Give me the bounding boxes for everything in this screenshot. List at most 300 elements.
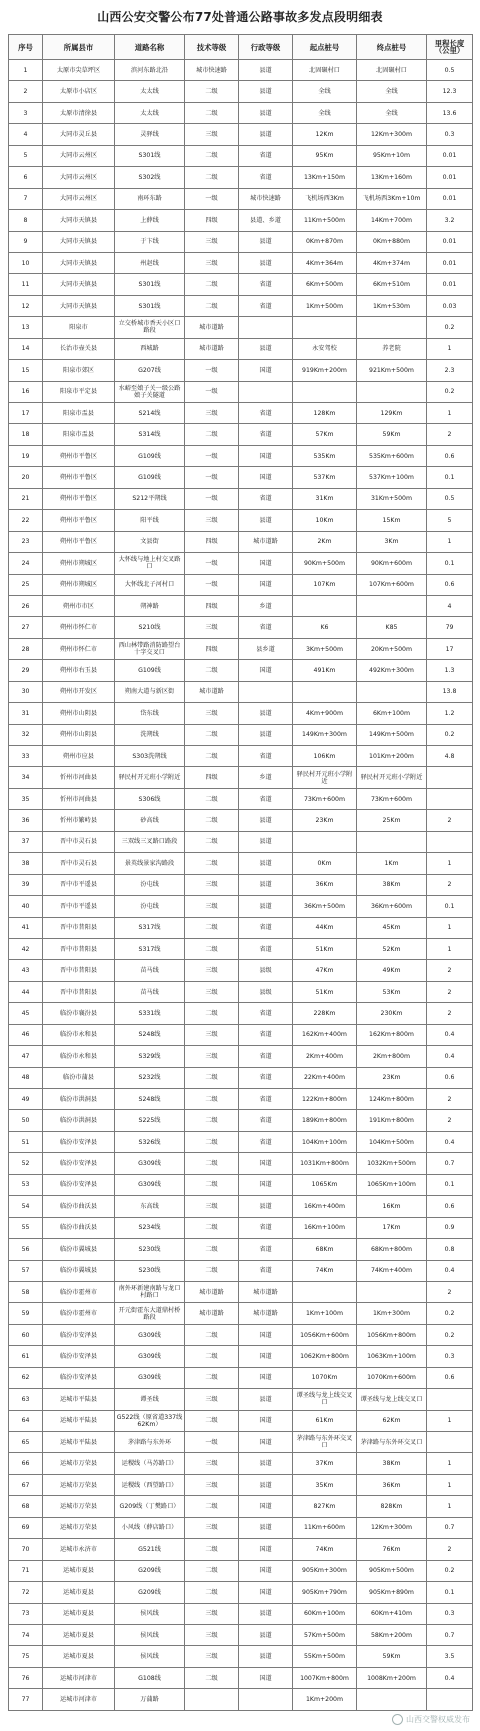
cell-road-name: 运稷线（西望路口）: [115, 1474, 185, 1495]
cell-county: 晋中市昔阳县: [43, 917, 115, 938]
table-row: [9, 1217, 473, 1238]
cell-index: 54: [9, 1196, 43, 1217]
cell-index: 4: [9, 124, 43, 145]
cell-length: 4.8: [427, 746, 473, 767]
cell-road-name: S302线: [115, 167, 185, 188]
cell-road-name: 景英线景家沟路段: [115, 853, 185, 874]
cell-index: 73: [9, 1603, 43, 1624]
cell-admin-grade: [239, 681, 293, 702]
cell-road-name: S230线: [115, 1239, 185, 1260]
table-row: [9, 1496, 473, 1517]
table-row: [9, 467, 473, 488]
cell-tech-grade: 二级: [185, 1260, 239, 1281]
cell-start-stake: 23Km: [293, 810, 357, 831]
table-row: [9, 1003, 473, 1024]
cell-index: 37: [9, 831, 43, 852]
cell-admin-grade: 县道: [239, 1474, 293, 1495]
cell-end-stake: 95Km+10m: [357, 145, 427, 166]
table-row: [9, 360, 473, 381]
cell-admin-grade: 省道: [239, 488, 293, 509]
cell-end-stake: 537Km+100m: [357, 467, 427, 488]
cell-start-stake: 全线: [293, 102, 357, 123]
table-row: [9, 810, 473, 831]
cell-start-stake: 1Km+100m: [293, 1303, 357, 1324]
cell-road-name: 朔南大道与新区街: [115, 681, 185, 702]
cell-start-stake: 905Km+790m: [293, 1582, 357, 1603]
cell-admin-grade: 国道: [239, 1346, 293, 1367]
cell-index: 2: [9, 81, 43, 102]
table-row: [9, 1153, 473, 1174]
table-row: [9, 1603, 473, 1624]
cell-index: 11: [9, 274, 43, 295]
cell-length: 0.6: [427, 445, 473, 466]
cell-start-stake: 1Km+200m: [293, 1689, 357, 1710]
cell-start-stake: 1070Km: [293, 1367, 357, 1388]
cell-admin-grade: 城市道路: [239, 1281, 293, 1302]
cell-admin-grade: 省道: [239, 1089, 293, 1110]
cell-road-name: 苗马线: [115, 960, 185, 981]
cell-county: 朔州市平鲁区: [43, 445, 115, 466]
cell-start-stake: K6: [293, 617, 357, 638]
cell-admin-grade: 县道: [239, 252, 293, 273]
cell-index: 8: [9, 210, 43, 231]
cell-admin-grade: 国道: [239, 1560, 293, 1581]
cell-length: 79: [427, 617, 473, 638]
cell-end-stake: 20Km+500m: [357, 638, 427, 659]
cell-county: 临汾市安泽县: [43, 1346, 115, 1367]
cell-tech-grade: 一级: [185, 467, 239, 488]
cell-start-stake: [293, 831, 357, 852]
cell-length: 0.01: [427, 145, 473, 166]
cell-start-stake: 122Km+800m: [293, 1089, 357, 1110]
cell-index: 31: [9, 703, 43, 724]
table-row: [9, 1474, 473, 1495]
cell-tech-grade: 一级: [185, 381, 239, 402]
cell-county: 临汾市襄汾县: [43, 1003, 115, 1024]
cell-length: 0.9: [427, 1217, 473, 1238]
cell-length: [427, 767, 473, 788]
cell-tech-grade: 三级: [185, 403, 239, 424]
cell-county: 朔州市开发区: [43, 681, 115, 702]
cell-index: 61: [9, 1346, 43, 1367]
table-row: [9, 381, 473, 402]
cell-start-stake: 1007Km+800m: [293, 1667, 357, 1688]
cell-tech-grade: 二级: [185, 1089, 239, 1110]
cell-tech-grade: 二级: [185, 1003, 239, 1024]
cell-start-stake: 74Km: [293, 1260, 357, 1281]
table-row: [9, 681, 473, 702]
cell-end-stake: 3Km: [357, 531, 427, 552]
cell-county: 大同市云州区: [43, 145, 115, 166]
cell-road-name: G109线: [115, 445, 185, 466]
cell-road-name: 岱东线: [115, 703, 185, 724]
cell-county: 临汾市安泽县: [43, 1367, 115, 1388]
table-row: [9, 124, 473, 145]
cell-admin-grade: 县乡道: [239, 638, 293, 659]
cell-end-stake: [357, 595, 427, 616]
cell-start-stake: 3Km+500m: [293, 638, 357, 659]
cell-county: 大同市天镇县: [43, 210, 115, 231]
cell-tech-grade: 三级: [185, 896, 239, 917]
cell-end-stake: 全线: [357, 81, 427, 102]
cell-road-name: G521线: [115, 1539, 185, 1560]
cell-end-stake: 12Km+300m: [357, 1517, 427, 1538]
cell-road-name: S232线: [115, 1067, 185, 1088]
cell-length: 2: [427, 1003, 473, 1024]
cell-index: 58: [9, 1281, 43, 1302]
cell-start-stake: 6Km+500m: [293, 274, 357, 295]
cell-county: 临汾市翼城县: [43, 1260, 115, 1281]
page-title: 山西公安交警公布77处普通公路事故多发点段明细表: [97, 10, 383, 24]
table-row: [9, 210, 473, 231]
cell-admin-grade: 县道: [239, 1603, 293, 1624]
cell-county: 运城市平陆县: [43, 1389, 115, 1410]
cell-admin-grade: 省道: [239, 1046, 293, 1067]
cell-end-stake: 828Km: [357, 1496, 427, 1517]
header-cell-end-stake: 终点桩号: [357, 35, 427, 60]
cell-admin-grade: 国道: [239, 467, 293, 488]
cell-start-stake: 90Km+500m: [293, 553, 357, 574]
table-row: [9, 1689, 473, 1710]
table-row: [9, 638, 473, 659]
cell-index: 53: [9, 1174, 43, 1195]
cell-end-stake: 68Km+800m: [357, 1239, 427, 1260]
cell-admin-grade: 国道: [239, 1582, 293, 1603]
cell-road-name: S212平朔线: [115, 488, 185, 509]
cell-start-stake: 57Km+500m: [293, 1624, 357, 1645]
cell-start-stake: 36Km+500m: [293, 896, 357, 917]
cell-length: 2: [427, 1110, 473, 1131]
cell-length: 0.1: [427, 553, 473, 574]
table-row: [9, 1667, 473, 1688]
cell-road-name: 南环东路: [115, 188, 185, 209]
wechat-logo-icon: [392, 1714, 403, 1725]
cell-tech-grade: 二级: [185, 724, 239, 745]
cell-road-name: 洗朔线: [115, 724, 185, 745]
cell-end-stake: 13Km+160m: [357, 167, 427, 188]
cell-county: 朔州市朔城区: [43, 574, 115, 595]
cell-road-name: 立交桥城市香天小区口路段: [115, 317, 185, 338]
header-cell-tech-grade: 技术等级: [185, 35, 239, 60]
cell-end-stake: [357, 831, 427, 852]
cell-length: 0.01: [427, 231, 473, 252]
cell-admin-grade: 县道: [239, 510, 293, 531]
cell-length: 0.3: [427, 1603, 473, 1624]
table-row: [9, 1196, 473, 1217]
cell-county: 晋中市平遥县: [43, 874, 115, 895]
cell-tech-grade: 一级: [185, 445, 239, 466]
cell-road-name: 州赵线: [115, 252, 185, 273]
cell-length: 0.2: [427, 724, 473, 745]
cell-county: 临汾市安泽县: [43, 1324, 115, 1345]
cell-end-stake: 73Km+600m: [357, 788, 427, 809]
cell-index: 68: [9, 1496, 43, 1517]
cell-admin-grade: 国道: [239, 1367, 293, 1388]
cell-start-stake: 13Km+150m: [293, 167, 357, 188]
cell-admin-grade: [239, 381, 293, 402]
cell-index: 24: [9, 553, 43, 574]
cell-end-stake: 535Km+600m: [357, 445, 427, 466]
cell-start-stake: 537Km: [293, 467, 357, 488]
cell-start-stake: 73Km+600m: [293, 788, 357, 809]
cell-road-name: 苗马线: [115, 981, 185, 1002]
cell-length: 0.4: [427, 1667, 473, 1688]
cell-admin-grade: 省道: [239, 424, 293, 445]
cell-road-name: S230线: [115, 1260, 185, 1281]
cell-index: 50: [9, 1110, 43, 1131]
cell-county: 运城市万荣县: [43, 1453, 115, 1474]
cell-road-name: G309线: [115, 1324, 185, 1345]
cell-start-stake: [293, 1281, 357, 1302]
cell-end-stake: 1Km+300m: [357, 1303, 427, 1324]
cell-county: 忻州市河曲县: [43, 767, 115, 788]
cell-start-stake: 107Km: [293, 574, 357, 595]
cell-length: 2: [427, 1089, 473, 1110]
cell-start-stake: 149Km+300m: [293, 724, 357, 745]
table-row: [9, 445, 473, 466]
cell-length: 0.2: [427, 1303, 473, 1324]
cell-end-stake: 45Km: [357, 917, 427, 938]
cell-length: 0.7: [427, 1153, 473, 1174]
cell-index: 16: [9, 381, 43, 402]
cell-start-stake: 12Km: [293, 124, 357, 145]
cell-tech-grade: 二级: [185, 831, 239, 852]
cell-end-stake: 162Km+800m: [357, 1024, 427, 1045]
cell-end-stake: K85: [357, 617, 427, 638]
cell-index: 9: [9, 231, 43, 252]
cell-end-stake: 14Km+700m: [357, 210, 427, 231]
cell-road-name: S303洗朔线: [115, 746, 185, 767]
cell-admin-grade: 国道: [239, 660, 293, 681]
cell-road-name: 阳平线: [115, 510, 185, 531]
cell-county: 太原市尖草坪区: [43, 60, 115, 81]
cell-length: 0.5: [427, 488, 473, 509]
cell-road-name: 西山林带路消防路望台十字交叉口: [115, 638, 185, 659]
cell-start-stake: 905Km+300m: [293, 1560, 357, 1581]
cell-index: 64: [9, 1410, 43, 1431]
cell-length: 0.7: [427, 1624, 473, 1645]
cell-index: 40: [9, 896, 43, 917]
cell-length: 13.8: [427, 681, 473, 702]
table-row: [9, 767, 473, 788]
cell-end-stake: 191Km+800m: [357, 1110, 427, 1131]
cell-length: 0.4: [427, 1024, 473, 1045]
cell-length: 2: [427, 960, 473, 981]
cell-length: 0.03: [427, 295, 473, 316]
cell-index: 32: [9, 724, 43, 745]
cell-length: 12.3: [427, 81, 473, 102]
cell-admin-grade: [239, 1689, 293, 1710]
cell-start-stake: 74Km: [293, 1539, 357, 1560]
cell-end-stake: 104Km+500m: [357, 1131, 427, 1152]
table-row: [9, 188, 473, 209]
cell-end-stake: 1070Km+600m: [357, 1367, 427, 1388]
cell-length: 2: [427, 1281, 473, 1302]
cell-start-stake: 827Km: [293, 1496, 357, 1517]
cell-start-stake: [293, 681, 357, 702]
cell-tech-grade: 二级: [185, 810, 239, 831]
cell-end-stake: 16Km: [357, 1196, 427, 1217]
cell-county: 忻州市河曲县: [43, 788, 115, 809]
cell-index: 71: [9, 1560, 43, 1581]
cell-start-stake: 全线: [293, 81, 357, 102]
cell-road-name: S248线: [115, 1024, 185, 1045]
cell-start-stake: 31Km: [293, 488, 357, 509]
cell-tech-grade: 三级: [185, 1624, 239, 1645]
cell-admin-grade: 省道: [239, 1239, 293, 1260]
cell-index: 74: [9, 1624, 43, 1645]
table-row: [9, 1324, 473, 1345]
table-row: [9, 1089, 473, 1110]
cell-length: 2: [427, 874, 473, 895]
cell-county: 运城市平陆县: [43, 1432, 115, 1453]
table-row: [9, 1453, 473, 1474]
cell-tech-grade: 二级: [185, 1539, 239, 1560]
cell-admin-grade: 省道: [239, 746, 293, 767]
cell-road-name: 上薛线: [115, 210, 185, 231]
cell-tech-grade: 一级: [185, 188, 239, 209]
cell-road-name: S248线: [115, 1089, 185, 1110]
cell-length: [427, 1389, 473, 1410]
cell-start-stake: 35Km: [293, 1474, 357, 1495]
cell-start-stake: 1062Km+800m: [293, 1346, 357, 1367]
cell-county: 临汾市洪洞县: [43, 1089, 115, 1110]
cell-county: 大同市云州区: [43, 167, 115, 188]
cell-admin-grade: 乡道: [239, 767, 293, 788]
cell-length: 1: [427, 1496, 473, 1517]
table-row: [9, 1260, 473, 1281]
cell-county: 运城市夏县: [43, 1603, 115, 1624]
cell-length: 13.6: [427, 102, 473, 123]
header-cell-start-stake: 起点桩号: [293, 35, 357, 60]
cell-admin-grade: 县道: [239, 703, 293, 724]
table-row: [9, 724, 473, 745]
table-row: [9, 874, 473, 895]
cell-tech-grade: 二级: [185, 1367, 239, 1388]
cell-county: 临汾市霍州市: [43, 1281, 115, 1302]
cell-start-stake: 永安驾校: [293, 338, 357, 359]
cell-index: 52: [9, 1153, 43, 1174]
cell-index: 43: [9, 960, 43, 981]
cell-tech-grade: 三级: [185, 1196, 239, 1217]
cell-end-stake: 36Km+600m: [357, 896, 427, 917]
cell-road-name: S301线: [115, 274, 185, 295]
cell-index: 5: [9, 145, 43, 166]
cell-road-name: 汾屯线: [115, 874, 185, 895]
cell-tech-grade: 一级: [185, 574, 239, 595]
cell-end-stake: 17Km: [357, 1217, 427, 1238]
cell-tech-grade: 二级: [185, 1217, 239, 1238]
cell-road-name: S225线: [115, 1110, 185, 1131]
cell-end-stake: 62Km: [357, 1410, 427, 1431]
cell-admin-grade: 省道: [239, 617, 293, 638]
cell-county: 临汾市曲沃县: [43, 1196, 115, 1217]
table-row: [9, 338, 473, 359]
cell-tech-grade: 三级: [185, 252, 239, 273]
cell-length: 2: [427, 424, 473, 445]
cell-road-name: G309线: [115, 1346, 185, 1367]
cell-county: 运城市夏县: [43, 1582, 115, 1603]
cell-end-stake: 0Km+880m: [357, 231, 427, 252]
cell-end-stake: 15Km: [357, 510, 427, 531]
table-row: [9, 853, 473, 874]
cell-end-stake: 1063Km+100m: [357, 1346, 427, 1367]
cell-county: 朔州市山阴县: [43, 703, 115, 724]
cell-county: 大同市天镇县: [43, 252, 115, 273]
table-row: [9, 145, 473, 166]
cell-start-stake: 106Km: [293, 746, 357, 767]
cell-end-stake: 1032Km+500m: [357, 1153, 427, 1174]
cell-tech-grade: 二级: [185, 853, 239, 874]
cell-start-stake: 北固碾村口: [293, 60, 357, 81]
table-row: [9, 917, 473, 938]
cell-end-stake: 76Km: [357, 1539, 427, 1560]
cell-end-stake: 6Km+510m: [357, 274, 427, 295]
table-row: [9, 574, 473, 595]
cell-tech-grade: 二级: [185, 102, 239, 123]
cell-index: 48: [9, 1067, 43, 1088]
cell-admin-grade: 国道: [239, 1432, 293, 1453]
header-cell-county: 所属县市: [43, 35, 115, 60]
cell-end-stake: 23Km: [357, 1067, 427, 1088]
cell-start-stake: 47Km: [293, 960, 357, 981]
cell-road-name: G309线: [115, 1367, 185, 1388]
cell-end-stake: 4Km+374m: [357, 252, 427, 273]
cell-admin-grade: 县级: [239, 960, 293, 981]
cell-tech-grade: 一级: [185, 360, 239, 381]
cell-road-name: S306线: [115, 788, 185, 809]
cell-county: 朔州市右玉县: [43, 660, 115, 681]
cell-road-name: 万蒲路: [115, 1689, 185, 1710]
cell-end-stake: 74Km+400m: [357, 1260, 427, 1281]
cell-length: 1.3: [427, 660, 473, 681]
cell-length: 2: [427, 810, 473, 831]
cell-admin-grade: 县道: [239, 1517, 293, 1538]
cell-tech-grade: 二级: [185, 1560, 239, 1581]
table-row: [9, 831, 473, 852]
cell-end-stake: 101Km+200m: [357, 746, 427, 767]
cell-index: 15: [9, 360, 43, 381]
cell-end-stake: 90Km+600m: [357, 553, 427, 574]
cell-admin-grade: 省道: [239, 1110, 293, 1131]
cell-length: 1: [427, 1474, 473, 1495]
cell-admin-grade: 县道、乡道: [239, 210, 293, 231]
header-cell-index: 序号: [9, 35, 43, 60]
cell-county: 临汾市霍州市: [43, 1303, 115, 1324]
cell-county: 长治市壶关县: [43, 338, 115, 359]
cell-length: 0.6: [427, 1067, 473, 1088]
cell-index: 75: [9, 1646, 43, 1667]
cell-tech-grade: 城市快速路: [185, 60, 239, 81]
cell-length: 0.4: [427, 1046, 473, 1067]
cell-length: [427, 1689, 473, 1710]
table-row: [9, 102, 473, 123]
cell-end-stake: 58Km+200m: [357, 1624, 427, 1645]
cell-tech-grade: 二级: [185, 1410, 239, 1431]
cell-length: [427, 788, 473, 809]
cell-road-name: S317线: [115, 938, 185, 959]
cell-tech-grade: 二级: [185, 938, 239, 959]
cell-end-stake: 1065Km+100m: [357, 1174, 427, 1195]
cell-road-name: G309线: [115, 1153, 185, 1174]
cell-tech-grade: 三级: [185, 1024, 239, 1045]
cell-end-stake: [357, 681, 427, 702]
cell-county: 朔州市山阴县: [43, 724, 115, 745]
cell-index: 62: [9, 1367, 43, 1388]
cell-length: 0.6: [427, 1196, 473, 1217]
table-row: [9, 1367, 473, 1388]
cell-road-name: 西城路: [115, 338, 185, 359]
